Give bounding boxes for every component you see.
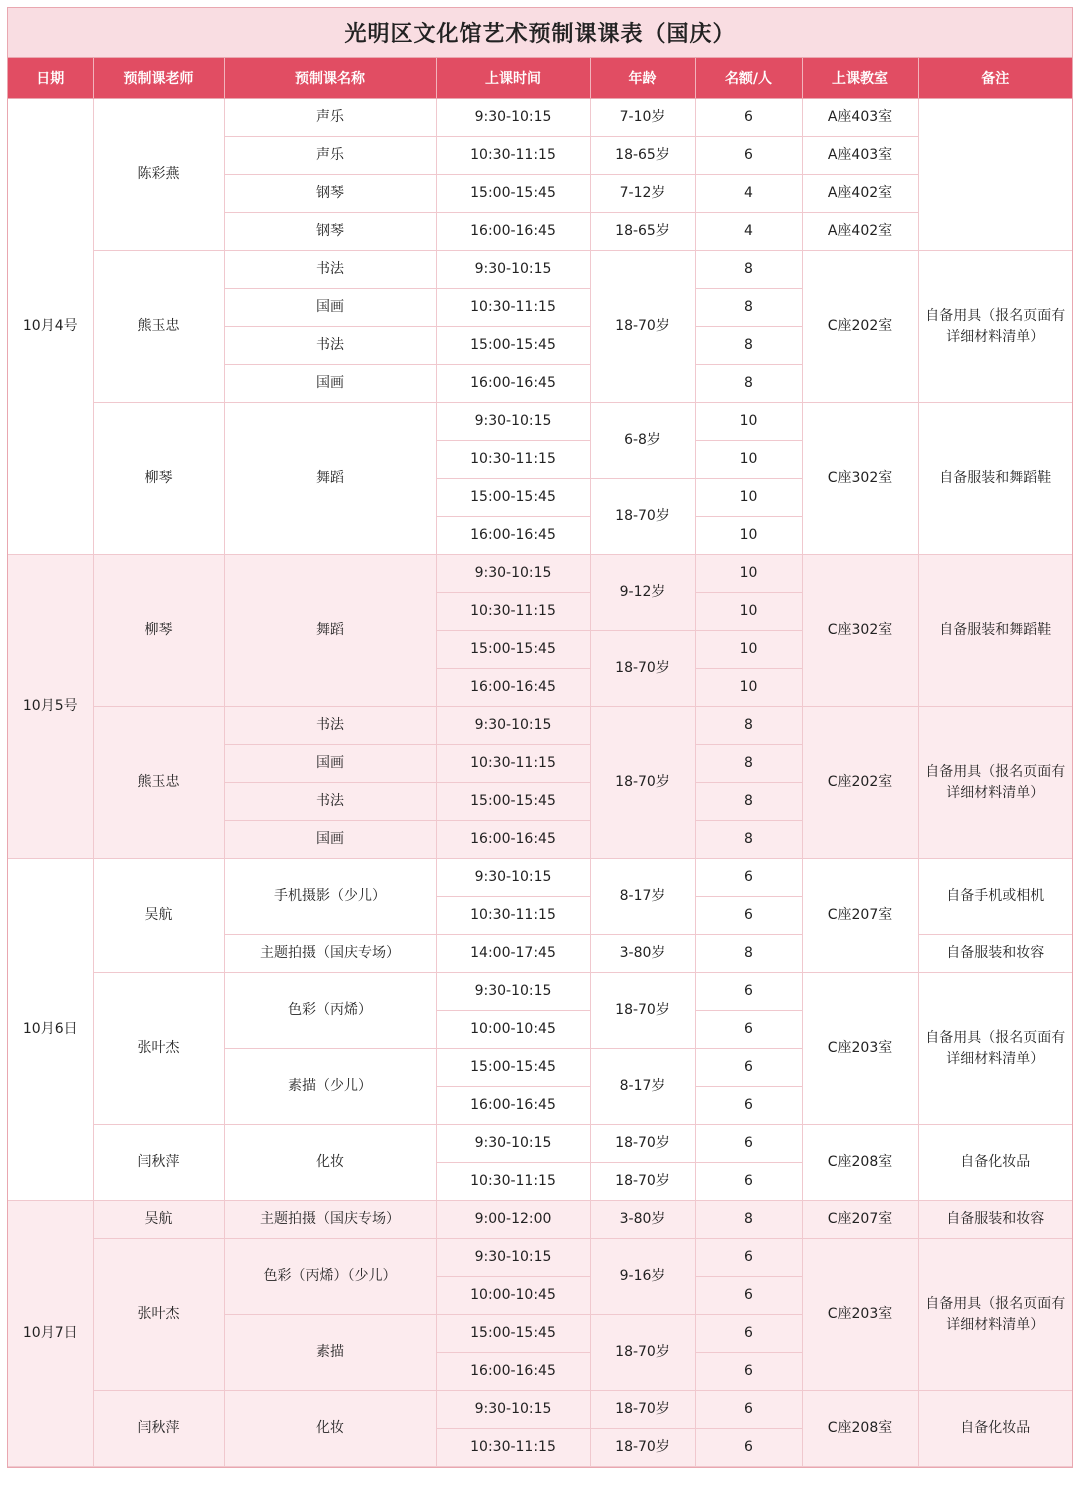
- table-cell: 6: [695, 1429, 802, 1467]
- table-cell: 主题拍摄（国庆专场）: [224, 935, 436, 973]
- table-cell: 10:30-11:15: [436, 897, 590, 935]
- table-cell: C座202室: [802, 251, 918, 403]
- table-cell: 18-65岁: [590, 137, 695, 175]
- table-cell: 自备服装和舞蹈鞋: [918, 403, 1072, 555]
- table-cell: 16:00-16:45: [436, 213, 590, 251]
- table-cell: 9:30-10:15: [436, 251, 590, 289]
- table-cell: 9-16岁: [590, 1239, 695, 1315]
- table-row: [8, 1239, 1072, 1277]
- table-cell: 8: [695, 783, 802, 821]
- table-cell: 6: [695, 1353, 802, 1391]
- table-row: [8, 251, 1072, 289]
- table-cell: 18-70岁: [590, 631, 695, 707]
- table-cell: 10: [695, 441, 802, 479]
- table-cell: 14:00-17:45: [436, 935, 590, 973]
- table-cell: 柳琴: [93, 403, 224, 555]
- table-cell: 8: [695, 821, 802, 859]
- table-cell: 16:00-16:45: [436, 669, 590, 707]
- table-cell: 10: [695, 517, 802, 555]
- table-cell: 吴航: [93, 859, 224, 973]
- table-cell: 9:30-10:15: [436, 859, 590, 897]
- table-cell: 手机摄影（少儿）: [224, 859, 436, 935]
- table-cell: 声乐: [224, 137, 436, 175]
- table-cell: 6: [695, 1391, 802, 1429]
- table-cell: 15:00-15:45: [436, 1315, 590, 1353]
- col-header-remarks: 备注: [918, 58, 1072, 99]
- table-cell: 自备服装和舞蹈鞋: [918, 555, 1072, 707]
- table-cell: 15:00-15:45: [436, 783, 590, 821]
- table-cell: 钢琴: [224, 175, 436, 213]
- table-cell: 16:00-16:45: [436, 365, 590, 403]
- table-cell: 国画: [224, 365, 436, 403]
- table-cell: 10: [695, 631, 802, 669]
- table-cell: 15:00-15:45: [436, 1049, 590, 1087]
- table-cell: 15:00-15:45: [436, 327, 590, 365]
- table-cell: 张叶杰: [93, 973, 224, 1125]
- table-cell: 6: [695, 137, 802, 175]
- table-cell: 10:30-11:15: [436, 137, 590, 175]
- table-cell: 9:30-10:15: [436, 555, 590, 593]
- table-cell: 自备手机或相机: [918, 859, 1072, 935]
- table-cell: 8-17岁: [590, 859, 695, 935]
- table-cell: 6-8岁: [590, 403, 695, 479]
- table-cell: 18-70岁: [590, 707, 695, 859]
- table-row: [8, 1201, 1072, 1239]
- table-cell: 6: [695, 859, 802, 897]
- table-cell: 15:00-15:45: [436, 631, 590, 669]
- table-cell: 国画: [224, 745, 436, 783]
- col-header-teacher: 预制课老师: [93, 58, 224, 99]
- table-cell: 闫秋萍: [93, 1125, 224, 1201]
- table-cell: 8: [695, 935, 802, 973]
- table-cell: 9:30-10:15: [436, 403, 590, 441]
- table-cell: C座207室: [802, 859, 918, 973]
- table-cell: 色彩（丙烯）: [224, 973, 436, 1049]
- table-cell: 15:00-15:45: [436, 175, 590, 213]
- table-cell: 10: [695, 403, 802, 441]
- table-cell: 钢琴: [224, 213, 436, 251]
- table-cell: 书法: [224, 707, 436, 745]
- page-title: 光明区文化馆艺术预制课课表（国庆）: [8, 8, 1072, 58]
- table-row: [8, 555, 1072, 593]
- table-cell: 10:30-11:15: [436, 1429, 590, 1467]
- table-cell: 6: [695, 1125, 802, 1163]
- table-cell: [918, 99, 1072, 251]
- table-cell: 6: [695, 1239, 802, 1277]
- table-cell: 16:00-16:45: [436, 1087, 590, 1125]
- table-cell: A座403室: [802, 99, 918, 137]
- table-cell: 10: [695, 555, 802, 593]
- table-cell: 8: [695, 745, 802, 783]
- table-cell: 10:30-11:15: [436, 441, 590, 479]
- table-cell: C座302室: [802, 555, 918, 707]
- table-cell: 18-70岁: [590, 479, 695, 555]
- table-cell: 18-70岁: [590, 1429, 695, 1467]
- table-cell: A座402室: [802, 213, 918, 251]
- table-cell: 10月4号: [8, 99, 93, 555]
- table-cell: 3-80岁: [590, 1201, 695, 1239]
- table-cell: 自备用具（报名页面有详细材料清单）: [918, 1239, 1072, 1391]
- table-cell: 自备用具（报名页面有详细材料清单）: [918, 973, 1072, 1125]
- table-cell: 10月5号: [8, 555, 93, 859]
- col-header-age: 年龄: [590, 58, 695, 99]
- table-cell: 18-70岁: [590, 1125, 695, 1163]
- table-cell: C座202室: [802, 707, 918, 859]
- col-header-room: 上课教室: [802, 58, 918, 99]
- table-cell: 自备化妆品: [918, 1125, 1072, 1201]
- table-cell: 声乐: [224, 99, 436, 137]
- table-cell: C座203室: [802, 1239, 918, 1391]
- schedule-sheet: [7, 7, 1073, 1468]
- table-cell: 8-17岁: [590, 1049, 695, 1125]
- table-cell: 吴航: [93, 1201, 224, 1239]
- table-cell: 熊玉忠: [93, 707, 224, 859]
- table-cell: 9:30-10:15: [436, 1391, 590, 1429]
- col-header-quota: 名额/人: [695, 58, 802, 99]
- table-cell: 18-70岁: [590, 1391, 695, 1429]
- table-cell: 舞蹈: [224, 555, 436, 707]
- table-cell: 9:30-10:15: [436, 1125, 590, 1163]
- col-header-date: 日期: [8, 58, 93, 99]
- table-cell: 18-65岁: [590, 213, 695, 251]
- table-cell: C座207室: [802, 1201, 918, 1239]
- table-cell: 8: [695, 327, 802, 365]
- table-cell: 10: [695, 669, 802, 707]
- table-cell: 9:30-10:15: [436, 973, 590, 1011]
- table-cell: 8: [695, 1201, 802, 1239]
- table-cell: 18-70岁: [590, 1163, 695, 1201]
- table-cell: 10:30-11:15: [436, 1163, 590, 1201]
- table-cell: 陈彩燕: [93, 99, 224, 251]
- table-cell: 自备用具（报名页面有详细材料清单）: [918, 251, 1072, 403]
- table-cell: 16:00-16:45: [436, 1353, 590, 1391]
- table-cell: 3-80岁: [590, 935, 695, 973]
- table-row: [8, 707, 1072, 745]
- table-cell: 书法: [224, 327, 436, 365]
- table-cell: 6: [695, 897, 802, 935]
- table-cell: 7-12岁: [590, 175, 695, 213]
- table-cell: 自备化妆品: [918, 1391, 1072, 1467]
- table-cell: 10:30-11:15: [436, 745, 590, 783]
- table-cell: 自备服装和妆容: [918, 935, 1072, 973]
- table-cell: 6: [695, 99, 802, 137]
- table-cell: 16:00-16:45: [436, 517, 590, 555]
- table-cell: 化妆: [224, 1391, 436, 1467]
- table-cell: 素描（少儿）: [224, 1049, 436, 1125]
- table-cell: 书法: [224, 251, 436, 289]
- table-cell: 柳琴: [93, 555, 224, 707]
- header-row: [8, 58, 1072, 99]
- table-cell: 9-12岁: [590, 555, 695, 631]
- table-cell: 8: [695, 707, 802, 745]
- table-cell: 9:00-12:00: [436, 1201, 590, 1239]
- table-cell: 10:30-11:15: [436, 289, 590, 327]
- table-cell: 9:30-10:15: [436, 1239, 590, 1277]
- table-cell: 18-70岁: [590, 973, 695, 1049]
- table-cell: 自备服装和妆容: [918, 1201, 1072, 1239]
- table-cell: 9:30-10:15: [436, 707, 590, 745]
- table-row: [8, 1391, 1072, 1429]
- table-cell: 10:00-10:45: [436, 1011, 590, 1049]
- table-cell: 国画: [224, 821, 436, 859]
- table-cell: 自备用具（报名页面有详细材料清单）: [918, 707, 1072, 859]
- table-cell: 国画: [224, 289, 436, 327]
- table-cell: 15:00-15:45: [436, 479, 590, 517]
- table-row: [8, 859, 1072, 897]
- table-cell: 闫秋萍: [93, 1391, 224, 1467]
- table-cell: 素描: [224, 1315, 436, 1391]
- table-row: [8, 1125, 1072, 1163]
- table-cell: 熊玉忠: [93, 251, 224, 403]
- table-cell: C座302室: [802, 403, 918, 555]
- col-header-time: 上课时间: [436, 58, 590, 99]
- schedule-table: [8, 58, 1072, 1467]
- table-cell: 化妆: [224, 1125, 436, 1201]
- table-cell: A座403室: [802, 137, 918, 175]
- table-cell: 8: [695, 365, 802, 403]
- table-row: [8, 99, 1072, 137]
- table-cell: 18-70岁: [590, 1315, 695, 1391]
- table-cell: 6: [695, 1011, 802, 1049]
- table-cell: 6: [695, 1163, 802, 1201]
- table-cell: 7-10岁: [590, 99, 695, 137]
- table-cell: 10: [695, 479, 802, 517]
- table-cell: 4: [695, 175, 802, 213]
- table-cell: 9:30-10:15: [436, 99, 590, 137]
- table-cell: 6: [695, 1315, 802, 1353]
- table-cell: 6: [695, 973, 802, 1011]
- table-cell: 10: [695, 593, 802, 631]
- table-cell: 10月6日: [8, 859, 93, 1201]
- table-cell: 6: [695, 1049, 802, 1087]
- table-cell: 4: [695, 213, 802, 251]
- table-row: [8, 973, 1072, 1011]
- table-cell: 8: [695, 251, 802, 289]
- table-cell: 6: [695, 1277, 802, 1315]
- col-header-course: 预制课名称: [224, 58, 436, 99]
- table-cell: 16:00-16:45: [436, 821, 590, 859]
- table-cell: 主题拍摄（国庆专场）: [224, 1201, 436, 1239]
- table-cell: C座208室: [802, 1125, 918, 1201]
- table-cell: 10:00-10:45: [436, 1277, 590, 1315]
- table-cell: 10月7日: [8, 1201, 93, 1467]
- table-cell: C座208室: [802, 1391, 918, 1467]
- table-cell: C座203室: [802, 973, 918, 1125]
- table-cell: 18-70岁: [590, 251, 695, 403]
- table-cell: 书法: [224, 783, 436, 821]
- table-row: [8, 403, 1072, 441]
- table-cell: A座402室: [802, 175, 918, 213]
- table-cell: 6: [695, 1087, 802, 1125]
- table-cell: 舞蹈: [224, 403, 436, 555]
- table-cell: 色彩（丙烯）（少儿）: [224, 1239, 436, 1315]
- schedule-body: [8, 99, 1072, 1467]
- table-cell: 张叶杰: [93, 1239, 224, 1391]
- table-cell: 10:30-11:15: [436, 593, 590, 631]
- table-cell: 8: [695, 289, 802, 327]
